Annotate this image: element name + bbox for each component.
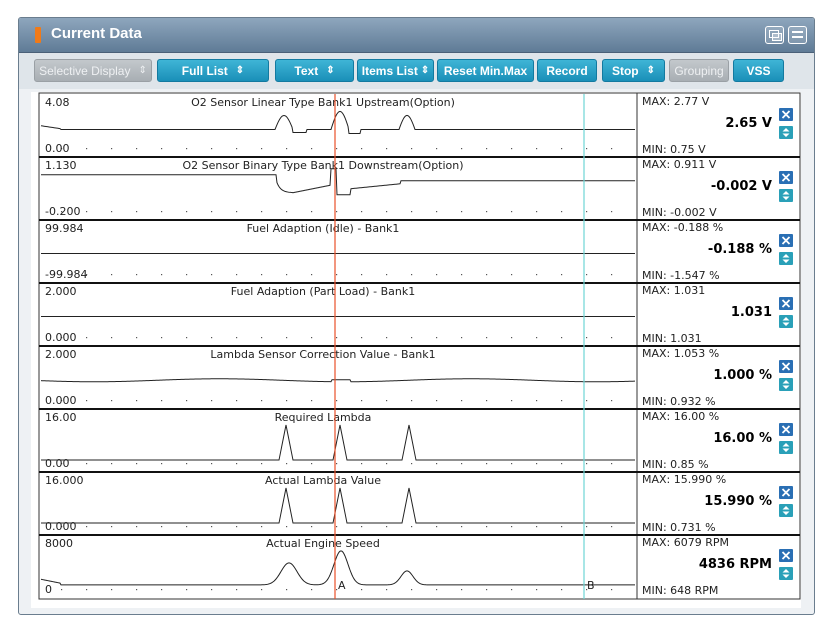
text-button[interactable]	[275, 59, 354, 82]
grid-tick	[411, 211, 412, 212]
grid-tick	[511, 589, 512, 590]
grid-tick	[211, 211, 212, 212]
reorder-channel-button[interactable]	[779, 567, 793, 580]
status-flag-icon	[35, 27, 41, 43]
grid-tick	[211, 589, 212, 590]
grid-tick	[611, 463, 612, 464]
grid-tick	[361, 211, 362, 212]
grid-tick	[186, 526, 187, 527]
grid-tick	[611, 337, 612, 338]
grid-tick	[336, 274, 337, 275]
grid-tick	[586, 274, 587, 275]
channel-title: O2 Sensor Linear Type Bank1 Upstream(Option)	[191, 96, 455, 109]
stop-button[interactable]	[602, 59, 665, 82]
grid-tick	[486, 337, 487, 338]
grid-tick	[561, 211, 562, 212]
grid-tick	[411, 526, 412, 527]
y-axis-top-label: 2.000	[45, 285, 77, 298]
grid-tick	[261, 526, 262, 527]
channel-title: Actual Engine Speed	[266, 537, 380, 550]
grid-tick	[211, 337, 212, 338]
grid-tick	[436, 526, 437, 527]
grid-tick	[86, 463, 87, 464]
grid-tick	[336, 400, 337, 401]
grid-tick	[436, 148, 437, 149]
grid-tick	[461, 148, 462, 149]
grid-tick	[561, 148, 562, 149]
grid-tick	[111, 211, 112, 212]
grid-tick	[561, 274, 562, 275]
grid-tick	[86, 526, 87, 527]
grid-tick	[336, 337, 337, 338]
grid-tick	[386, 148, 387, 149]
grid-tick	[161, 274, 162, 275]
grid-tick	[361, 589, 362, 590]
y-axis-top-label: 16.00	[45, 411, 77, 424]
grid-tick	[211, 526, 212, 527]
channel-title: Required Lambda	[274, 411, 372, 424]
grid-tick	[436, 337, 437, 338]
grid-tick	[161, 148, 162, 149]
grid-tick	[436, 274, 437, 275]
window-title: Current Data	[51, 25, 142, 42]
text-label: Text	[294, 63, 319, 78]
grid-tick	[236, 589, 237, 590]
y-axis-bottom-label: -99.984	[45, 268, 88, 281]
grid-tick	[161, 463, 162, 464]
grid-tick	[336, 463, 337, 464]
grid-tick	[361, 463, 362, 464]
grid-tick	[111, 526, 112, 527]
grid-tick	[111, 337, 112, 338]
grid-tick	[236, 337, 237, 338]
title-bar	[19, 18, 814, 53]
grid-tick	[486, 400, 487, 401]
channel-title: O2 Sensor Binary Type Bank1 Downstream(Option)	[182, 159, 464, 172]
selective-display-button[interactable]	[34, 59, 152, 82]
items-list-button[interactable]	[357, 59, 434, 82]
reorder-channel-button[interactable]	[779, 504, 793, 517]
grid-tick	[186, 148, 187, 149]
grid-tick	[386, 589, 387, 590]
grid-tick	[536, 589, 537, 590]
grid-tick	[136, 274, 137, 275]
grid-tick	[611, 400, 612, 401]
grid-tick	[361, 400, 362, 401]
items-list-label: Items List	[361, 63, 418, 78]
grid-tick	[186, 400, 187, 401]
grid-tick	[511, 274, 512, 275]
y-axis-top-label: 8000	[45, 537, 73, 550]
min-value: MIN: 1.031	[642, 332, 702, 345]
max-value: MAX: -0.188 %	[642, 221, 724, 234]
grid-tick	[236, 400, 237, 401]
grid-tick	[561, 589, 562, 590]
grid-tick	[411, 148, 412, 149]
grid-tick	[161, 526, 162, 527]
grid-tick	[561, 463, 562, 464]
min-value: MIN: 0.731 %	[642, 521, 716, 534]
grid-tick	[111, 400, 112, 401]
updown-chevron-icon: ⇕	[326, 65, 335, 76]
grid-tick	[611, 526, 612, 527]
grid-tick	[436, 211, 437, 212]
grid-tick	[486, 589, 487, 590]
grid-tick	[311, 589, 312, 590]
grid-tick	[586, 400, 587, 401]
grid-tick	[111, 148, 112, 149]
grid-tick	[136, 589, 137, 590]
max-value: MAX: 0.911 V	[642, 158, 717, 171]
grid-tick	[486, 211, 487, 212]
grid-tick	[86, 148, 87, 149]
menu-icon[interactable]	[788, 26, 807, 44]
grid-tick	[411, 274, 412, 275]
full-list-button[interactable]	[157, 59, 269, 82]
grid-tick	[536, 400, 537, 401]
grid-tick	[186, 589, 187, 590]
reorder-channel-button[interactable]	[779, 441, 793, 454]
grid-tick	[486, 526, 487, 527]
y-axis-bottom-label: 0.000	[45, 394, 77, 407]
min-value: MIN: -0.002 V	[642, 206, 717, 219]
grid-tick	[311, 400, 312, 401]
grid-tick	[336, 211, 337, 212]
channel-title: Fuel Adaption (Idle) - Bank1	[246, 222, 400, 235]
grid-tick	[361, 148, 362, 149]
updown-chevron-icon: ⇕	[138, 65, 147, 76]
grid-tick	[461, 337, 462, 338]
grid-tick	[136, 463, 137, 464]
grid-tick	[161, 211, 162, 212]
record-button[interactable]	[537, 59, 597, 82]
y-axis-bottom-label: 0.00	[45, 457, 70, 470]
grid-tick	[386, 526, 387, 527]
waveform-line	[41, 111, 635, 133]
grid-tick	[236, 463, 237, 464]
current-data-window	[18, 17, 815, 615]
grid-tick	[136, 211, 137, 212]
grid-tick	[261, 589, 262, 590]
vss-label: VSS	[746, 63, 771, 78]
grid-tick	[536, 211, 537, 212]
y-axis-bottom-label: -0.200	[45, 205, 81, 218]
grid-tick	[361, 274, 362, 275]
cursor-a-label: A	[338, 579, 346, 592]
grid-tick	[461, 211, 462, 212]
min-value: MIN: 0.932 %	[642, 395, 716, 408]
y-axis-top-label: 2.000	[45, 348, 77, 361]
y-axis-top-label: 16.000	[45, 474, 84, 487]
grid-tick	[511, 337, 512, 338]
grid-tick	[361, 526, 362, 527]
grid-tick	[286, 274, 287, 275]
min-value: MIN: 648 RPM	[642, 584, 719, 597]
grid-tick	[561, 526, 562, 527]
y-axis-top-label: 99.984	[45, 222, 84, 235]
max-value: MAX: 16.00 %	[642, 410, 720, 423]
updown-chevron-icon: ⇕	[646, 65, 656, 76]
grid-tick	[461, 400, 462, 401]
grid-tick	[611, 589, 612, 590]
stop-label: Stop	[611, 63, 639, 78]
grid-tick	[561, 400, 562, 401]
max-value: MAX: 1.031	[642, 284, 706, 297]
grid-tick	[511, 400, 512, 401]
record-label: Record	[546, 63, 588, 78]
reset-min-max-label: Reset Min.Max	[443, 63, 528, 78]
current-value: -0.188 %	[707, 242, 772, 257]
max-value: MAX: 1.053 %	[642, 347, 720, 360]
grid-tick	[311, 526, 312, 527]
grid-tick	[311, 463, 312, 464]
min-value: MIN: -1.547 %	[642, 269, 720, 282]
grid-tick	[586, 463, 587, 464]
grid-tick	[536, 274, 537, 275]
y-axis-top-label: 4.08	[45, 96, 70, 109]
grid-tick	[286, 526, 287, 527]
grid-tick	[86, 211, 87, 212]
waveform-line	[41, 488, 635, 523]
grid-tick	[411, 337, 412, 338]
grid-tick	[86, 589, 87, 590]
grid-tick	[461, 463, 462, 464]
grid-tick	[211, 148, 212, 149]
current-value: 2.65 V	[725, 116, 772, 131]
grid-tick	[436, 463, 437, 464]
reorder-channel-button[interactable]	[779, 252, 793, 265]
full-list-label: Full List	[181, 63, 228, 78]
channel-title: Fuel Adaption (Part Load) - Bank1	[230, 285, 416, 298]
grid-tick	[286, 148, 287, 149]
grid-tick	[461, 274, 462, 275]
grid-tick	[236, 211, 237, 212]
max-value: MAX: 6079 RPM	[642, 536, 730, 549]
grid-tick	[311, 337, 312, 338]
y-axis-top-label: 1.130	[45, 159, 77, 172]
grid-tick	[486, 148, 487, 149]
grid-tick	[186, 463, 187, 464]
grid-tick	[261, 148, 262, 149]
graph-panel	[31, 92, 801, 608]
updown-chevron-icon: ⇕	[235, 65, 245, 76]
grid-tick	[611, 274, 612, 275]
grid-tick	[361, 337, 362, 338]
grid-tick	[211, 463, 212, 464]
channel-graphs	[31, 92, 801, 608]
min-value: MIN: 0.75 V	[642, 143, 706, 156]
channel-title: Actual Lambda Value	[265, 474, 381, 487]
grouping-button[interactable]	[669, 59, 729, 82]
grid-tick	[111, 463, 112, 464]
grid-tick	[386, 337, 387, 338]
grid-tick	[486, 274, 487, 275]
grid-tick	[136, 526, 137, 527]
reorder-channel-button[interactable]	[779, 315, 793, 328]
max-value: MAX: 2.77 V	[642, 95, 710, 108]
grid-tick	[586, 526, 587, 527]
min-value: MIN: 0.85 %	[642, 458, 709, 471]
current-value: -0.002 V	[710, 179, 772, 194]
restore-icon[interactable]	[765, 26, 784, 44]
grid-tick	[136, 148, 137, 149]
grid-tick	[336, 148, 337, 149]
grid-tick	[111, 274, 112, 275]
grid-tick	[611, 211, 612, 212]
grid-tick	[561, 337, 562, 338]
grid-tick	[236, 274, 237, 275]
grid-tick	[311, 274, 312, 275]
reset-min-max-button[interactable]	[437, 59, 534, 82]
grid-tick	[586, 148, 587, 149]
updown-chevron-icon: ⇕	[420, 65, 430, 76]
grid-tick	[236, 148, 237, 149]
grid-tick	[186, 211, 187, 212]
grid-tick	[511, 211, 512, 212]
toolbar	[19, 53, 814, 89]
grid-tick	[261, 211, 262, 212]
grid-tick	[386, 274, 387, 275]
reorder-channel-button[interactable]	[779, 189, 793, 202]
reorder-channel-button[interactable]	[779, 378, 793, 391]
max-value: MAX: 15.990 %	[642, 473, 727, 486]
grid-tick	[536, 148, 537, 149]
grid-tick	[286, 211, 287, 212]
current-value: 1.000 %	[713, 368, 772, 383]
grid-tick	[136, 400, 137, 401]
grid-tick	[211, 400, 212, 401]
grid-tick	[236, 526, 237, 527]
channel-title: Lambda Sensor Correction Value - Bank1	[210, 348, 436, 361]
grid-tick	[386, 211, 387, 212]
cursor-b-label: B	[587, 579, 595, 592]
grid-tick	[411, 589, 412, 590]
grid-tick	[61, 589, 62, 590]
grid-tick	[486, 463, 487, 464]
grid-tick	[161, 337, 162, 338]
current-value: 1.031	[730, 305, 772, 320]
grid-tick	[186, 274, 187, 275]
grid-tick	[461, 526, 462, 527]
grid-tick	[586, 337, 587, 338]
grid-tick	[161, 589, 162, 590]
grid-tick	[536, 337, 537, 338]
grid-tick	[436, 589, 437, 590]
grid-tick	[286, 463, 287, 464]
current-value: 4836 RPM	[698, 557, 772, 572]
vss-button[interactable]	[733, 59, 784, 82]
grid-tick	[511, 148, 512, 149]
grid-tick	[111, 589, 112, 590]
grid-tick	[261, 274, 262, 275]
grid-tick	[411, 400, 412, 401]
grid-tick	[136, 337, 137, 338]
grid-tick	[261, 400, 262, 401]
grid-tick	[536, 526, 537, 527]
waveform-line	[41, 169, 635, 195]
y-axis-bottom-label: 0	[45, 583, 52, 596]
grid-tick	[386, 463, 387, 464]
waveform-line	[41, 379, 635, 382]
grid-tick	[336, 526, 337, 527]
waveform-line	[41, 425, 635, 460]
y-axis-bottom-label: 0.000	[45, 520, 77, 533]
grid-tick	[261, 463, 262, 464]
grid-tick	[386, 400, 387, 401]
grouping-label: Grouping	[674, 63, 724, 78]
selective-display-label: Selective Display	[39, 63, 131, 78]
reorder-channel-button[interactable]	[779, 126, 793, 139]
grid-tick	[411, 463, 412, 464]
grid-tick	[161, 400, 162, 401]
y-axis-bottom-label: 0.00	[45, 142, 70, 155]
grid-tick	[311, 211, 312, 212]
grid-tick	[311, 148, 312, 149]
current-value: 15.990 %	[704, 494, 772, 509]
current-value: 16.00 %	[713, 431, 772, 446]
grid-tick	[261, 337, 262, 338]
grid-tick	[611, 148, 612, 149]
grid-tick	[286, 337, 287, 338]
grid-tick	[536, 463, 537, 464]
grid-tick	[586, 211, 587, 212]
grid-tick	[86, 400, 87, 401]
grid-tick	[511, 526, 512, 527]
grid-tick	[86, 337, 87, 338]
y-axis-bottom-label: 0.000	[45, 331, 77, 344]
grid-tick	[186, 337, 187, 338]
grid-tick	[436, 400, 437, 401]
grid-tick	[511, 463, 512, 464]
grid-tick	[286, 400, 287, 401]
grid-tick	[286, 589, 287, 590]
grid-tick	[211, 274, 212, 275]
grid-tick	[461, 589, 462, 590]
